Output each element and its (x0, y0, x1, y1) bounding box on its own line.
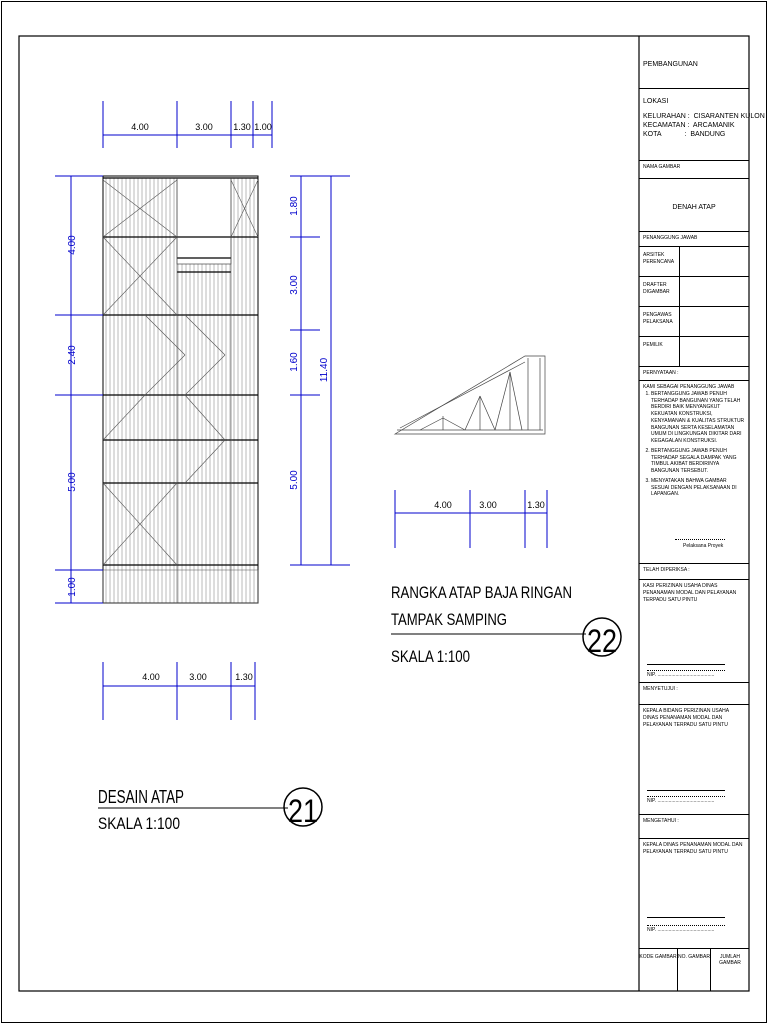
dim-label: 1.30 (233, 122, 251, 132)
statement-label-cell (639, 367, 749, 381)
hip-line (185, 355, 225, 395)
dim-label: 1.80 (289, 196, 300, 216)
title-line: DESAIN ATAP (98, 787, 184, 807)
approved-label-cell (639, 683, 749, 705)
drawing-code-label: KODE GAMBAR (639, 949, 678, 991)
approved-cell (639, 705, 749, 815)
dim-label: 3.00 (479, 500, 497, 510)
owner-label: PEMILIK (643, 342, 663, 348)
checked-official: KASI PERIZINAN USAHA DINAS PENANAMAN MODAL DAN PELAYANAN TERPADU SATU PINTU (643, 583, 737, 603)
acknowledged-cell (639, 839, 749, 949)
approved-official: KEPALA BIDANG PERIZINAN USAHA DINAS PENANAMAN MODAL DAN PELAYANAN TERPADU SATU PINTU (643, 708, 729, 728)
truss-web-member (465, 396, 480, 430)
drawing-count-label: JUMLAH GAMBAR (719, 954, 741, 966)
plan-left-dim-labels (67, 235, 78, 597)
nip-field: NIP. ......................................... (647, 798, 715, 804)
dim-label: 1.00 (254, 122, 272, 132)
hip-line (103, 395, 145, 440)
acknowledged-official: KEPALA DINAS PENANAMAN MODAL DAN PELAYANAN TERPADU SATU PINTU (643, 842, 743, 855)
dim-label: 1.30 (235, 672, 253, 682)
dim-label: 5.00 (67, 472, 78, 492)
dim-label: 1.30 (527, 500, 545, 510)
drawing-name-label: NAMA GAMBAR (643, 164, 681, 170)
plan-left-dimensions (55, 176, 103, 603)
drawing-number: 22 (587, 623, 617, 659)
statement-item: 1. BERTANGGUNG JAWAB PENUH TERHADAP BANGUNAN YANG TELAH BERDIRI BAIK MENYANGKUT KEKUATAN KONSTRUKSI, KENYAMANAN & KUALITAS STRUKTUR BANGUNAN SERTA KESELAMATAN UMUM DI LINGKUNGAN DIKITAR DARI KEGAGALAN KONSTRUKSI. (651, 391, 745, 445)
statement-label: PERNYATAAN : (643, 370, 679, 376)
plan-bottom-dimensions (103, 662, 255, 720)
dim-label: 3.00 (289, 275, 300, 295)
acknowledged-label-cell (639, 815, 749, 839)
title-line: RANGKA ATAP BAJA RINGAN (391, 583, 572, 602)
architect-label: ARSITEK PERENCANA (643, 252, 675, 265)
statement-list (643, 391, 745, 498)
dim-label: 4.00 (434, 500, 452, 510)
hip-line (145, 355, 185, 395)
drawing-name: DENAH ATAP (672, 204, 716, 211)
owner-row (639, 337, 749, 367)
drawing-name-label-cell (639, 161, 749, 179)
statement-item: 3. MENYATAKAN BAHWA GAMBAR SESUAI DENGAN PELAKSANAAN DI LAPANGAN. (651, 478, 745, 498)
truss-web-member (443, 418, 465, 430)
dim-label: 11.40 (319, 357, 330, 383)
location-label: LOKASI (643, 98, 669, 105)
project-cell (639, 36, 749, 89)
truss-web-member (510, 372, 522, 430)
plan-bottom-dim-labels (142, 672, 253, 682)
statement-intro: KAMI SEBAGAI PENANGGUNG JAWAB (643, 384, 735, 390)
plan-top-dim-labels (131, 122, 272, 132)
drawing-name-cell (639, 179, 749, 232)
location-cell (639, 89, 765, 161)
drawing-number-label: NO. GAMBAR (678, 949, 711, 991)
drafter-label: DRAFTER DIGAMBAR (643, 282, 670, 295)
truss-web-member (480, 396, 495, 430)
checked-cell (639, 580, 749, 683)
responsible-label: PENANGGUNG JAWAB (643, 235, 698, 241)
supervisor-row (639, 307, 749, 337)
checked-label: TELAH DIPERIKSA : (643, 567, 690, 573)
plan-right-dim-labels (289, 196, 330, 490)
nip-field: NIP. ......................................... (647, 927, 715, 933)
kelurahan-text: KELURAHAN : CISARANTEN KULON (643, 113, 765, 121)
project-label: PEMBANGUNAN (643, 61, 698, 68)
truss-web-member (420, 418, 443, 430)
contractor-signature-label: Pelaksana Proyek (683, 543, 724, 549)
dim-label: 1.60 (289, 352, 300, 372)
truss-dimensions (395, 490, 547, 548)
truss-side-view (395, 356, 545, 434)
title-block (639, 36, 765, 991)
drawing-21-title (98, 787, 322, 833)
statement-cell (639, 381, 749, 564)
title-line: TAMPAK SAMPING (391, 610, 507, 629)
dim-label: 3.00 (195, 122, 213, 132)
dim-label: 4.00 (142, 672, 160, 682)
drawing-code-row (639, 949, 749, 991)
truss-web-member (495, 372, 510, 430)
supervisor-label: PENGAWAS PELAKSANA (643, 312, 673, 325)
title-line: SKALA 1:100 (391, 647, 470, 666)
hip-line (185, 315, 225, 355)
nip-field: NIP. ......................................... (647, 672, 715, 678)
kota-text: KOTA : BANDUNG (643, 131, 726, 139)
roof-plan (103, 176, 258, 603)
architect-row (639, 247, 749, 277)
dim-label: 3.00 (189, 672, 207, 682)
dim-label: 5.00 (289, 470, 300, 490)
dim-label: 4.00 (67, 235, 78, 255)
dim-label: 2.40 (67, 345, 78, 365)
hip-line (185, 440, 225, 483)
truss-dim-labels (434, 500, 545, 510)
hip-line (185, 395, 225, 440)
checked-label-cell (639, 564, 749, 580)
statement-item: 2. BERTANGGUNG JAWAB PENUH TERHADAP SEGALA DAMPAK YANG TIMBUL AKIBAT BERDIRINYA BANGUNAN TERSEBUT. (651, 448, 745, 475)
drafter-row (639, 277, 749, 307)
drawing-number: 21 (288, 793, 318, 829)
responsible-label-cell (639, 232, 749, 247)
hip-line (145, 315, 185, 355)
kecamatan-text: KECAMATAN : ARCAMANIK (643, 122, 735, 130)
drawing-22-title (391, 583, 621, 666)
acknowledged-label: MENGETAHUI : (643, 818, 679, 824)
approved-label: MENYETUJUI : (643, 686, 678, 692)
title-line: SKALA 1:100 (98, 814, 180, 833)
dim-label: 1.00 (67, 577, 78, 597)
dim-label: 4.00 (131, 122, 149, 132)
